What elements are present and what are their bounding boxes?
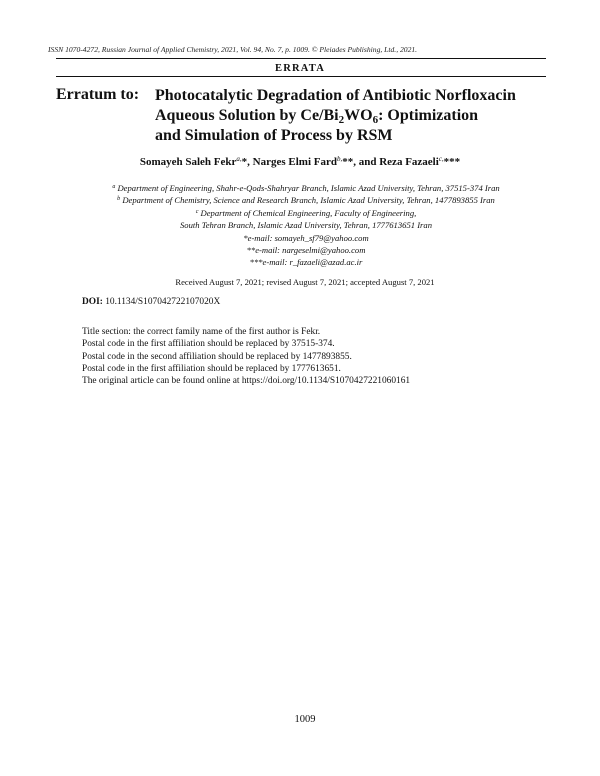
affiliations <box>0 182 600 269</box>
author-name: Narges Elmi Fard <box>252 156 337 168</box>
page-number: 1009 <box>294 714 316 725</box>
top-rule-upper <box>56 58 546 59</box>
affiliation-c-cont: South Tehran Branch, Islamic Azad University, Tehran, 1777613651 Iran <box>179 220 432 231</box>
original-article-link: The original article can be found online at https://doi.org/10.1134/S1070427221060161 <box>82 376 411 387</box>
title-line-2: Aqueous Solution by $Ce/Bi_2WO_6$: Optimization <box>155 107 479 126</box>
corrections-body <box>82 326 410 387</box>
author-list: Somayeh Saleh Fekr$^{a,}$*, Narges Elmi Fard$^{b,}$**, and Reza Fazaeli$^{c,}$*** <box>139 155 461 168</box>
affiliation-b: $^b$ Department of Chemistry, Science and Research Branch, Islamic Azad University, Tehran, 1477893855 Iran <box>117 195 495 206</box>
doi-value: 10.1134/S107042722107020X <box>105 297 221 307</box>
affiliation-c: $^c$ Department of Chemical Engineering, Faculty of Engineering, <box>195 207 417 218</box>
correction-line: Postal code in the first affiliation should be replaced by 1777613651. <box>82 363 341 374</box>
article-title <box>155 86 555 146</box>
title-line-1: Photocatalytic Degradation of Antibiotic Norfloxacin <box>155 87 516 104</box>
erratum-prefix: Erratum to: <box>56 86 140 103</box>
journal-header: ISSN 1070-4272, Russian Journal of Applied Chemistry, 2021, Vol. 94, No. 7, p. 1009. © Pleiades Publishing, Ltd., 2021. <box>48 45 418 54</box>
section-label: ERRATA <box>275 63 325 74</box>
doi-label: DOI: <box>82 297 103 307</box>
correction-line: Postal code in the second affiliation should be replaced by 1477893855. <box>82 351 352 362</box>
title-line-3: and Simulation of Process by RSM <box>155 127 393 144</box>
email-3: ***e-mail: r_fazaeli@azad.ac.ir <box>249 257 363 268</box>
author-name: Somayeh Saleh Fekr <box>139 156 237 168</box>
correction-line: Postal code in the first affiliation should be replaced by 37515-374. <box>82 339 335 350</box>
email-2: **e-mail: nargeselmi@yahoo.com <box>246 245 366 256</box>
author-name: Reza Fazaeli <box>379 156 439 168</box>
affiliation-a: $^a$ Department of Engineering, Shahr-e-Qods-Shahryar Branch, Islamic Azad University, Tehran, 37515-374 Iran <box>112 183 500 193</box>
top-rule-lower <box>56 76 546 77</box>
email-1: *e-mail: somayeh_sf79@yahoo.com <box>243 232 369 243</box>
doi-line <box>82 297 220 307</box>
correction-line: Title section: the correct family name of the first author is Fekr. <box>82 327 321 337</box>
received-dates: Received August 7, 2021; revised August 7, 2021; accepted August 7, 2021 <box>175 277 435 287</box>
